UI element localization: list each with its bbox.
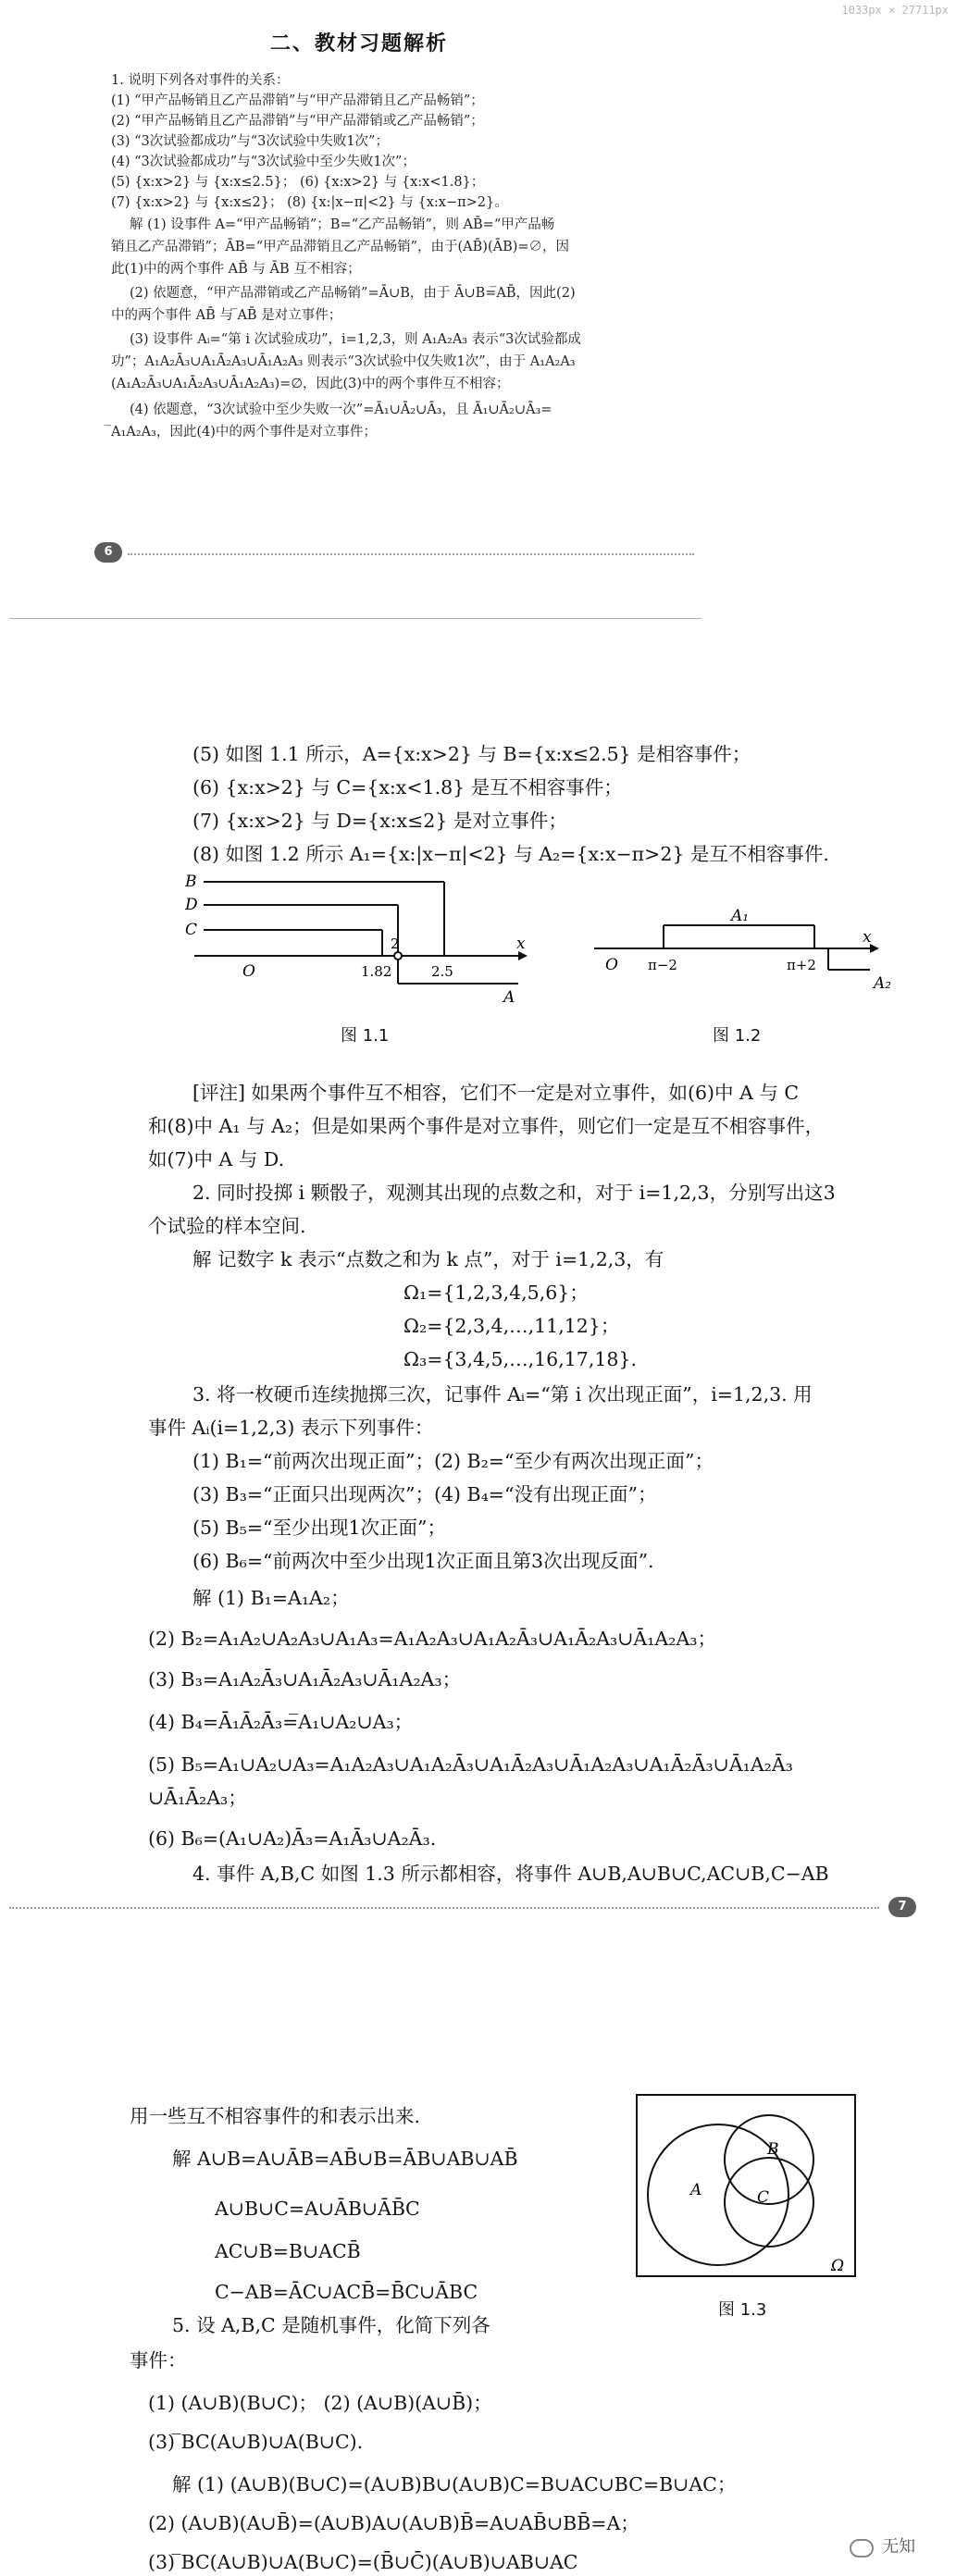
p3-line: 解 A∪B=A∪ĀB=AB̄∪B=ĀB∪AB∪AB̄: [172, 2148, 518, 2170]
fig11-label: 1.82: [361, 963, 392, 980]
fig11-label: x: [516, 935, 526, 953]
figure-caption: 图 1.1: [341, 1026, 390, 1046]
venn-label: A: [690, 2181, 702, 2199]
p2-line: Ω₃={3,4,5,…,16,17,18}.: [404, 1348, 637, 1370]
p2-line: (5) B₅=A₁∪A₂∪A₃=A₁A₂A₃∪A₁A₂Ā₃∪A₁Ā₂A₃∪Ā₁A₂A₃∪A₁Ā₂Ā₃∪Ā₁A₂Ā₃: [148, 1753, 793, 1776]
p2-line: (6) B₆=(A₁∪A₂)Ā₃=A₁Ā₃∪A₂Ā₃.: [148, 1827, 437, 1850]
fig11-label: 2.5: [431, 963, 453, 980]
fig11-label: O: [242, 962, 255, 981]
p2-line: (1) B₁=“前两次出现正面”；(2) B₂=“至少有两次出现正面”；: [192, 1450, 714, 1472]
fig12-label: π+2: [787, 957, 816, 973]
p2-line: 解 记数字 k 表示“点数之和为 k 点”，对于 i=1,2,3，有: [192, 1248, 664, 1270]
figure-caption: 图 1.2: [713, 1026, 762, 1046]
page-footer-rule: [9, 1907, 879, 1909]
fig11-label: A: [503, 988, 515, 1004]
p3-line: 解 (1) (A∪B)(B∪C)=(A∪B)B∪(A∪B)C=B∪AC∪BC=B∪AC；: [172, 2473, 737, 2496]
p2-line: (5) 如图 1.1 所示，A={x:x>2} 与 B={x:x≤2.5} 是相容事件；: [192, 743, 751, 765]
p1-line: (A₁A₂Ā₃∪A₁Ā₂A₃∪Ā₁A₂A₃)=∅，因此(3)中的两个事件互不相容；: [111, 377, 510, 391]
fig11-open-point: [394, 952, 402, 960]
p2-line: (8) 如图 1.2 所示 A₁={x:|x−π|<2} 与 A₂={x:x−π>2} 是互不相容事件.: [192, 843, 829, 865]
section-title: 二、教材习题解析: [270, 31, 449, 56]
page-footer-rule: [128, 553, 694, 555]
p2-line: 和(8)中 A₁ 与 A₂；但是如果两个事件是对立事件，则它们一定是互不相容事件，: [148, 1115, 825, 1137]
p2-line: Ω₁={1,2,3,4,5,6}；: [404, 1282, 589, 1304]
p2-line: (5) B₅=“至少出现1次正面”；: [192, 1517, 447, 1539]
p2-line: (7) {x:x>2} 与 D={x:x≤2} 是对立事件；: [192, 810, 567, 832]
p3-line: 用一些互不相容事件的和表示出来.: [130, 2105, 421, 2127]
page-number-badge: 7: [888, 1897, 916, 1917]
p1-line: 1. 说明下列各对事件的关系：: [111, 73, 290, 88]
page-number-badge: 6: [94, 542, 122, 563]
p3-line: (2) (A∪B)(A∪B̄)=(A∪B)A∪(A∪B)B̄=A∪AB̄∪BB̄=A；: [148, 2512, 639, 2534]
fig11-label: B: [185, 874, 197, 891]
venn-label: B: [767, 2140, 779, 2159]
p3-line: A∪B∪C=A∪ĀB∪ĀB̄C: [215, 2198, 420, 2220]
watermark-text: 无知: [882, 2537, 916, 2557]
p2-line: ∪Ā₁Ā₂A₃；: [148, 1787, 247, 1809]
p1-line: (3) “3次试验都成功”与“3次试验中失败1次”；: [111, 134, 389, 149]
figure-caption: 图 1.3: [718, 2300, 767, 2320]
p2-line: (4) B₄=Ā₁Ā₂Ā₃=̅A₁∪A₂∪A₃；: [148, 1711, 414, 1733]
p1-line: 销且乙产品滞销”；ĀB=“甲产品滞销且乙产品畅销”，由于(AB̄)(ĀB)=∅，因: [111, 240, 570, 254]
p2-line: 解 (1) B₁=A₁A₂；: [192, 1587, 350, 1609]
p1-line: 中的两个事件 AB̄ 与 ̅AB̄ 是对立事件；: [111, 308, 342, 323]
venn-label: C: [757, 2188, 770, 2207]
p2-line: 3. 将一枚硬币连续抛掷三次，记事件 Aᵢ=“第 i 次出现正面”，i=1,2,3. 用: [192, 1383, 813, 1406]
p3-line: 事件：: [130, 2349, 187, 2372]
p2-line: (6) {x:x>2} 与 C={x:x<1.8} 是互不相容事件；: [192, 776, 623, 799]
p1-line: (1) “甲产品畅销且乙产品滞销”与“甲产品滞销且乙产品畅销”；: [111, 93, 484, 108]
p3-line: (1) (A∪B)(B∪C)； (2) (A∪B)(A∪B̄)；: [148, 2392, 492, 2414]
p1-line: 解 (1) 设事件 A=“甲产品畅销”；B=“乙产品畅销”，则 AB̄=“甲产品畅: [130, 217, 555, 232]
p3-line: 5. 设 A,B,C 是随机事件，化简下列各: [172, 2314, 490, 2336]
p3-line: (3) ̅BC(A∪B)∪A(B∪C).: [148, 2431, 364, 2453]
p2-line: 事件 Aᵢ(i=1,2,3) 表示下列事件：: [148, 1417, 434, 1439]
venn-label: Ω: [831, 2257, 845, 2275]
p2-line: 如(7)中 A 与 D.: [148, 1148, 285, 1170]
p1-line: ̅A₁A₂A₃，因此(4)中的两个事件是对立事件；: [111, 425, 377, 440]
p1-line: (4) “3次试验都成功”与“3次试验中至少失败1次”；: [111, 155, 416, 169]
p1-line: (3) 设事件 Aᵢ=“第 i 次试验成功”，i=1,2,3，则 A₁A₂A₃ 表示“3次试验都成: [130, 332, 581, 347]
fig11-label: C: [185, 921, 198, 939]
fig11-label: D: [185, 896, 198, 914]
p2-line: (2) B₂=A₁A₂∪A₂A₃∪A₁A₃=A₁A₂A₃∪A₁A₂Ā₃∪A₁Ā₂A₃∪Ā₁A₂A₃；: [148, 1628, 716, 1650]
figure-1-3: [635, 2093, 857, 2278]
dimension-label: 1033px × 27711px: [841, 4, 949, 17]
p1-line: (7) {x:x>2} 与 {x:x≤2}； (8) {x:|x−π|<2} 与 {x:x−π>2}。: [111, 195, 508, 210]
p2-line: [评注] 如果两个事件互不相容，它们不一定是对立事件，如(6)中 A 与 C: [192, 1082, 800, 1104]
fig11-label: 2: [391, 935, 400, 952]
figure-1-1: [185, 874, 537, 1004]
p2-line: (3) B₃=“正面只出现两次”；(4) B₄=“没有出现正面”；: [192, 1483, 657, 1505]
p1-line: (5) {x:x>2} 与 {x:x≤2.5}； (6) {x:x>2} 与 {x:x<1.8}；: [111, 175, 485, 190]
p2-line: Ω₂={2,3,4,…,11,12}；: [404, 1315, 620, 1337]
p2-line: 2. 同时投掷 i 颗骰子，观测其出现的点数之和，对于 i=1,2,3，分别写出这3: [192, 1182, 836, 1204]
fig12-label: O: [605, 956, 618, 974]
p1-line: 此(1)中的两个事件 AB̄ 与 ĀB 互不相容；: [111, 262, 361, 277]
p1-line: 功”；A₁A₂Ā₃∪A₁Ā₂A₃∪Ā₁A₂A₃ 则表示“3次试验中仅失败1次”，由于 A₁A₂A₃: [111, 354, 576, 369]
p1-line: (4) 依题意，“3次试验中至少失败一次”=Ā₁∪Ā₂∪Ā₃，且 Ā₁∪Ā₂∪Ā₃=: [130, 402, 552, 417]
page-separator: [9, 618, 701, 619]
watermark: [850, 2533, 915, 2557]
p2-line: (6) B₆=“前两次中至少出现1次正面且第3次出现反面”.: [192, 1550, 654, 1572]
p2-line: (3) B₃=A₁A₂Ā₃∪A₁Ā₂A₃∪Ā₁A₂A₃；: [148, 1668, 462, 1690]
p3-line: AC∪B=B∪ACB̄: [215, 2240, 361, 2262]
fig12-label: A₁: [731, 907, 750, 925]
wechat-icon: [850, 2539, 874, 2557]
p1-line: (2) “甲产品畅销且乙产品滞销”与“甲产品滞销或乙产品畅销”；: [111, 114, 484, 129]
p1-line: (2) 依题意，“甲产品滞销或乙产品畅销”=Ā∪B，由于 Ā∪B=̅AB̄，因此(2): [130, 286, 576, 301]
p3-line: (3) ̅BC(A∪B)∪A(B∪C)=(B̄∪C̄)(A∪B)∪AB∪AC: [148, 2551, 578, 2573]
fig12-label: A₂: [874, 974, 892, 993]
p2-line: 个试验的样本空间.: [148, 1215, 306, 1237]
p2-line: 4. 事件 A,B,C 如图 1.3 所示都相容，将事件 A∪B,A∪B∪C,AC∪B,C−AB: [192, 1863, 829, 1885]
fig12-label: π−2: [648, 957, 677, 973]
p3-line: C−AB=ĀC∪ACB̄=B̄C∪ĀBC: [215, 2281, 478, 2303]
fig12-label: x: [863, 928, 872, 947]
figure-1-2: [592, 907, 907, 999]
